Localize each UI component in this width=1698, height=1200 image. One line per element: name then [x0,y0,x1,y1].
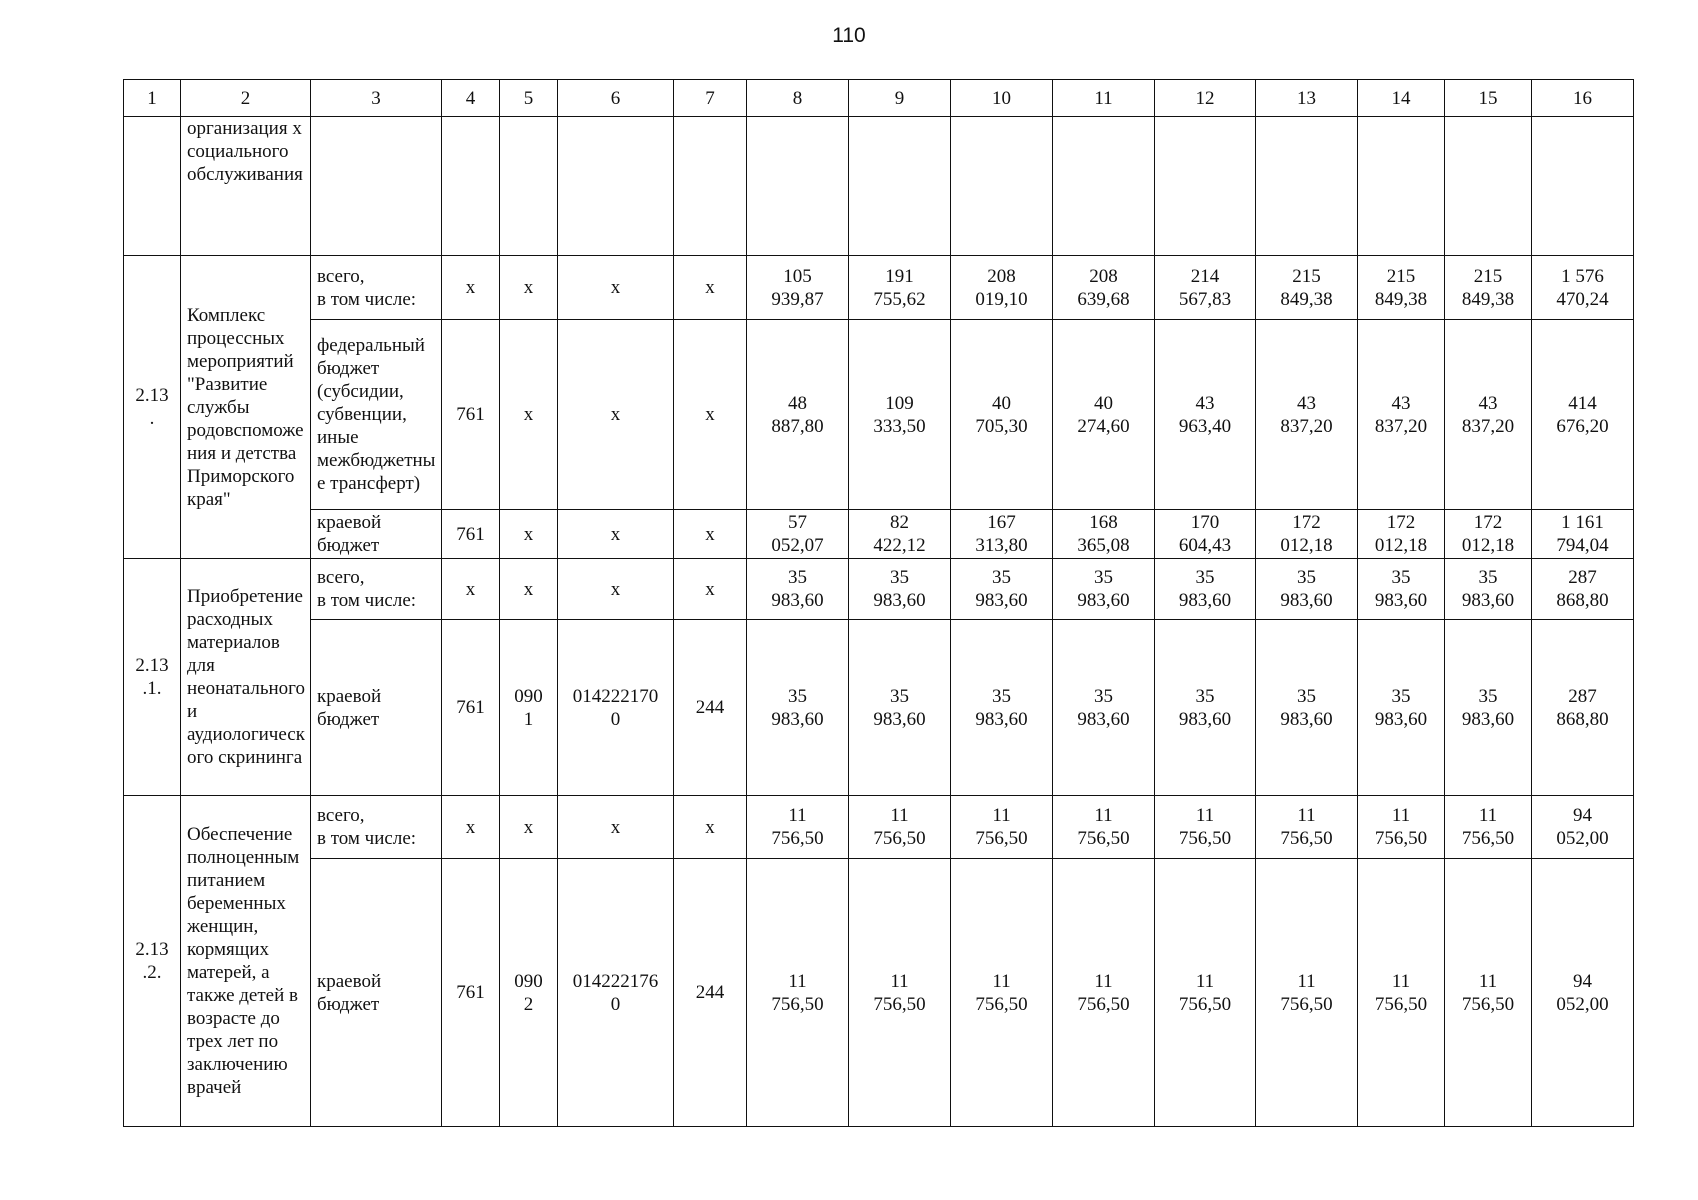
item-name-cell: Комплекс процессных мероприятий "Развитие службы родовспоможения и детства Приморского края" [181,256,311,559]
table-row [124,510,1634,559]
column-number: 10 [951,80,1053,117]
budget-table [123,79,1634,1127]
table-row [124,559,1634,620]
amount-cell: 105 939,87 [747,256,849,320]
amount-cell: 11 756,50 [849,796,951,859]
amount-cell: 11 756,50 [747,796,849,859]
amount-cell: 11 756,50 [849,859,951,1127]
amount-cell: 48 887,80 [747,320,849,510]
amount-cell: 168 365,08 [1053,510,1155,559]
amount-cell: 40 705,30 [951,320,1053,510]
amount-cell: 11 756,50 [1445,796,1532,859]
item-name-cell: организация х социального обслуживания [181,117,311,256]
code-cell: х [500,510,558,559]
item-name-cell: Обеспечение полноценным питанием беременных женщин, кормящих матерей, а также детей в возрасте до трех лет по заключению врачей [181,796,311,1127]
column-number: 13 [1256,80,1358,117]
code-cell: х [558,796,674,859]
item-number-cell: 2.13 .1. [124,559,181,796]
funding-source-cell: краевой бюджет [311,510,442,559]
amount-cell: 11 756,50 [1358,796,1445,859]
amount-cell: 35 983,60 [1358,620,1445,796]
amount-cell: 35 983,60 [849,620,951,796]
code-cell: 761 [442,320,500,510]
amount-cell: 215 849,38 [1256,256,1358,320]
amount-cell: 11 756,50 [1053,796,1155,859]
amount-cell: 208 639,68 [1053,256,1155,320]
funding-source-cell: федеральный бюджет (субсидии, субвенции, иные межбюджетные трансферт) [311,320,442,510]
column-number: 8 [747,80,849,117]
amount-total-cell: 94 052,00 [1532,796,1634,859]
code-cell: х [442,796,500,859]
code-cell: 761 [442,620,500,796]
column-number: 11 [1053,80,1155,117]
amount-cell: 11 756,50 [1256,859,1358,1127]
amount-cell: 11 756,50 [1053,859,1155,1127]
code-cell: х [442,559,500,620]
table-row [124,620,1634,796]
amount-cell: 11 756,50 [747,859,849,1127]
code-cell: х [500,796,558,859]
code-cell: х [500,256,558,320]
item-number-cell: 2.13 . [124,256,181,559]
amount-cell: 82 422,12 [849,510,951,559]
amount-cell: 11 756,50 [1358,859,1445,1127]
code-cell: 244 [674,620,747,796]
amount-cell: 35 983,60 [1256,620,1358,796]
amount-total-cell: 287 868,80 [1532,559,1634,620]
amount-total-cell: 414 676,20 [1532,320,1634,510]
amount-cell: 11 756,50 [1256,796,1358,859]
code-cell: х [558,320,674,510]
amount-total-cell: 94 052,00 [1532,859,1634,1127]
amount-cell: 35 983,60 [951,559,1053,620]
table-row [124,859,1634,1127]
amount-cell: 40 274,60 [1053,320,1155,510]
code-cell: 761 [442,859,500,1127]
item-number-cell [124,117,181,256]
amount-cell: 43 837,20 [1256,320,1358,510]
amount-cell: 35 983,60 [1445,559,1532,620]
amount-cell: 35 983,60 [747,559,849,620]
column-number: 14 [1358,80,1445,117]
amount-cell: 35 983,60 [1053,620,1155,796]
code-cell: х [558,510,674,559]
amount-cell: 43 837,20 [1358,320,1445,510]
amount-cell: 191 755,62 [849,256,951,320]
code-cell: х [674,559,747,620]
amount-cell: 208 019,10 [951,256,1053,320]
funding-source-cell: всего, в том числе: [311,256,442,320]
amount-cell: 214 567,83 [1155,256,1256,320]
amount-cell: 109 333,50 [849,320,951,510]
code-cell: 761 [442,510,500,559]
funding-source-cell: всего, в том числе: [311,559,442,620]
code-cell: х [558,256,674,320]
amount-total-cell: 1 576 470,24 [1532,256,1634,320]
amount-cell: 11 756,50 [951,796,1053,859]
column-number: 2 [181,80,311,117]
code-cell: 090 2 [500,859,558,1127]
code-cell: х [674,796,747,859]
column-number: 7 [674,80,747,117]
amount-cell: 170 604,43 [1155,510,1256,559]
amount-cell: 35 983,60 [1256,559,1358,620]
page-number: 110 [832,24,866,47]
item-name-cell: Приобретение расходных материалов для неонатального и аудиологического скрининга [181,559,311,796]
column-number: 12 [1155,80,1256,117]
column-number: 16 [1532,80,1634,117]
amount-cell: 215 849,38 [1445,256,1532,320]
column-number: 1 [124,80,181,117]
amount-cell: 11 756,50 [1155,859,1256,1127]
amount-cell: 43 963,40 [1155,320,1256,510]
amount-cell: 35 983,60 [1358,559,1445,620]
amount-cell: 35 983,60 [951,620,1053,796]
funding-source-cell: всего, в том числе: [311,796,442,859]
amount-cell: 43 837,20 [1445,320,1532,510]
table-row [124,796,1634,859]
amount-total-cell: 1 161 794,04 [1532,510,1634,559]
header-row [124,80,1634,117]
funding-source-cell: краевой бюджет [311,859,442,1127]
code-cell: х [500,320,558,510]
table-row [124,256,1634,320]
code-cell: 090 1 [500,620,558,796]
code-cell: х [674,510,747,559]
amount-cell: 35 983,60 [1155,620,1256,796]
column-number: 6 [558,80,674,117]
column-number: 3 [311,80,442,117]
code-cell: 244 [674,859,747,1127]
amount-cell: 11 756,50 [1155,796,1256,859]
amount-cell: 35 983,60 [1445,620,1532,796]
amount-total-cell: 287 868,80 [1532,620,1634,796]
amount-cell: 57 052,07 [747,510,849,559]
amount-cell: 215 849,38 [1358,256,1445,320]
amount-cell: 172 012,18 [1256,510,1358,559]
code-cell: 014222170 0 [558,620,674,796]
amount-cell: 35 983,60 [747,620,849,796]
column-number: 4 [442,80,500,117]
amount-cell: 167 313,80 [951,510,1053,559]
table-row-continuation [124,117,1634,256]
amount-cell: 11 756,50 [1445,859,1532,1127]
column-number: 5 [500,80,558,117]
code-cell: 014222176 0 [558,859,674,1127]
code-cell: х [674,320,747,510]
code-cell: х [442,256,500,320]
table-row [124,320,1634,510]
code-cell: х [558,559,674,620]
item-number-cell: 2.13 .2. [124,796,181,1127]
code-cell: х [500,559,558,620]
amount-cell: 35 983,60 [1155,559,1256,620]
amount-cell: 11 756,50 [951,859,1053,1127]
amount-cell: 35 983,60 [849,559,951,620]
amount-cell: 172 012,18 [1445,510,1532,559]
code-cell: х [674,256,747,320]
column-number: 15 [1445,80,1532,117]
column-number: 9 [849,80,951,117]
funding-source-cell: краевой бюджет [311,620,442,796]
amount-cell: 172 012,18 [1358,510,1445,559]
amount-cell: 35 983,60 [1053,559,1155,620]
